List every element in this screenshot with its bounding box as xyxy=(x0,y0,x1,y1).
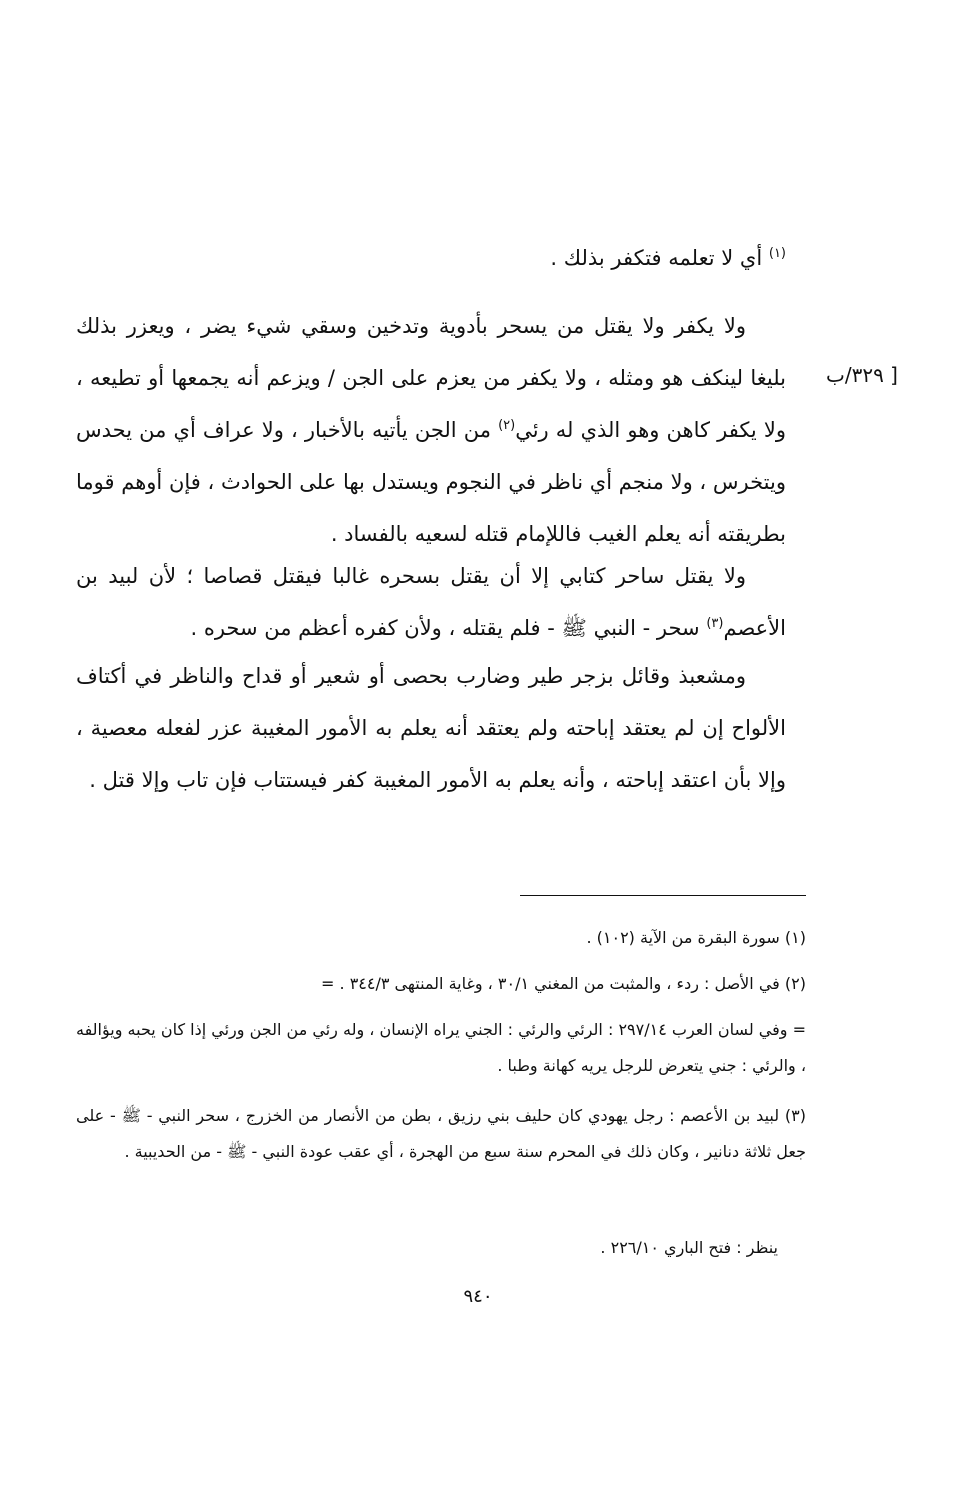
paragraph-2 xyxy=(76,550,786,654)
paragraph-2-text-a: ولا يقتل ساحر كتابي إلا أن يقتل بسحره غالبا فيقتل قصاصا ؛ لأن لبيد بن الأعصم xyxy=(76,564,786,640)
paragraph-1 xyxy=(76,300,786,560)
paragraph-2-text-b: سحر - النبي ﷺ - فلم يقتله ، ولأن كفره أعظم من سحره . xyxy=(190,616,707,640)
paragraph-1-text-b: من الجن يأتيه بالأخبار ، ولا عراف أي من يحدس ويتخرس ، ولا منجم أي ناظر في النجوم ويستدل بها على الحوادث ، فإن أوهم قوما بطريقته أنه يعلم الغيب فاللإمام قتله لسعيه بالفساد . xyxy=(76,418,786,546)
footnote-2: (٢) في الأصل : ردء ، والمثبت من المغني ٣٠/١ ، وغاية المنتهى ٣٤٤/٣ . = xyxy=(321,974,806,993)
paragraph-3-text: ومشعبذ وقائل بزجر طير وضارب بحصى أو شعير أو قداح والناظر في أكتاف الألواح إن لم يعتقد إباحته ولم يعتقد أنه يعلم به الأمور المغيبة عزر لفعله معصية ، وإلا بأن اعتقد إباحته ، وأنه يعلم به الأمور المغيبة كفر فيستتاب فإن تاب وإلا قتل . xyxy=(76,664,786,792)
footnote-ref-2: (٢) xyxy=(498,418,516,433)
footnote-3: (٣) لبيد بن الأعصم : رجل يهودي كان حليف بني رزيق ، بطن من الأنصار من الخزرج ، سحر النبي - ﷺ - على جعل ثلاثة دنانير ، وكان ذلك في المحرم سنة سبع من الهجرة ، أي عقب عودة النبي - ﷺ - من الحديبية . xyxy=(76,1106,806,1161)
footnote-2-continued: = وفي لسان العرب ٢٩٧/١٤ : الرئي والرئي : الجني يراه الإنسان ، وله رئي من الجن ورئي إذا كان يحبه ويؤالفه ، والرئي : جني يتعرض للرجل يريه كهانة وطبا . xyxy=(76,1020,807,1075)
top-line xyxy=(550,232,786,284)
footnote-3-reference: ينظر : فتح الباري ٢٢٦/١٠ . xyxy=(600,1238,778,1257)
footnote-1: (١) سورة البقرة من الآية (١٠٢) . xyxy=(586,928,806,947)
footnote-separator xyxy=(520,895,806,896)
manuscript-folio-marker: [ ٣٢٩/ب xyxy=(826,363,898,387)
footnote-ref-3: (٣) xyxy=(706,616,724,631)
paragraph-3 xyxy=(76,650,786,806)
paragraph-1-text-a: ولا يكفر ولا يقتل من يسحر بأدوية وتدخين وسقي شيء يضر ، ويعزر بذلك بليغا لينكف هو ومثله ، ولا يكفر من يعزم على الجن / ويزعم أنه يجمعها أو تطيعه ، ولا يكفر كاهن وهو الذي له رئي xyxy=(76,314,786,442)
top-line-text: أي لا تعلمه فتكفر بذلك . xyxy=(550,246,763,270)
footnote-ref-1: (١) xyxy=(768,246,786,261)
page-number: ٩٤٠ xyxy=(463,1286,493,1307)
